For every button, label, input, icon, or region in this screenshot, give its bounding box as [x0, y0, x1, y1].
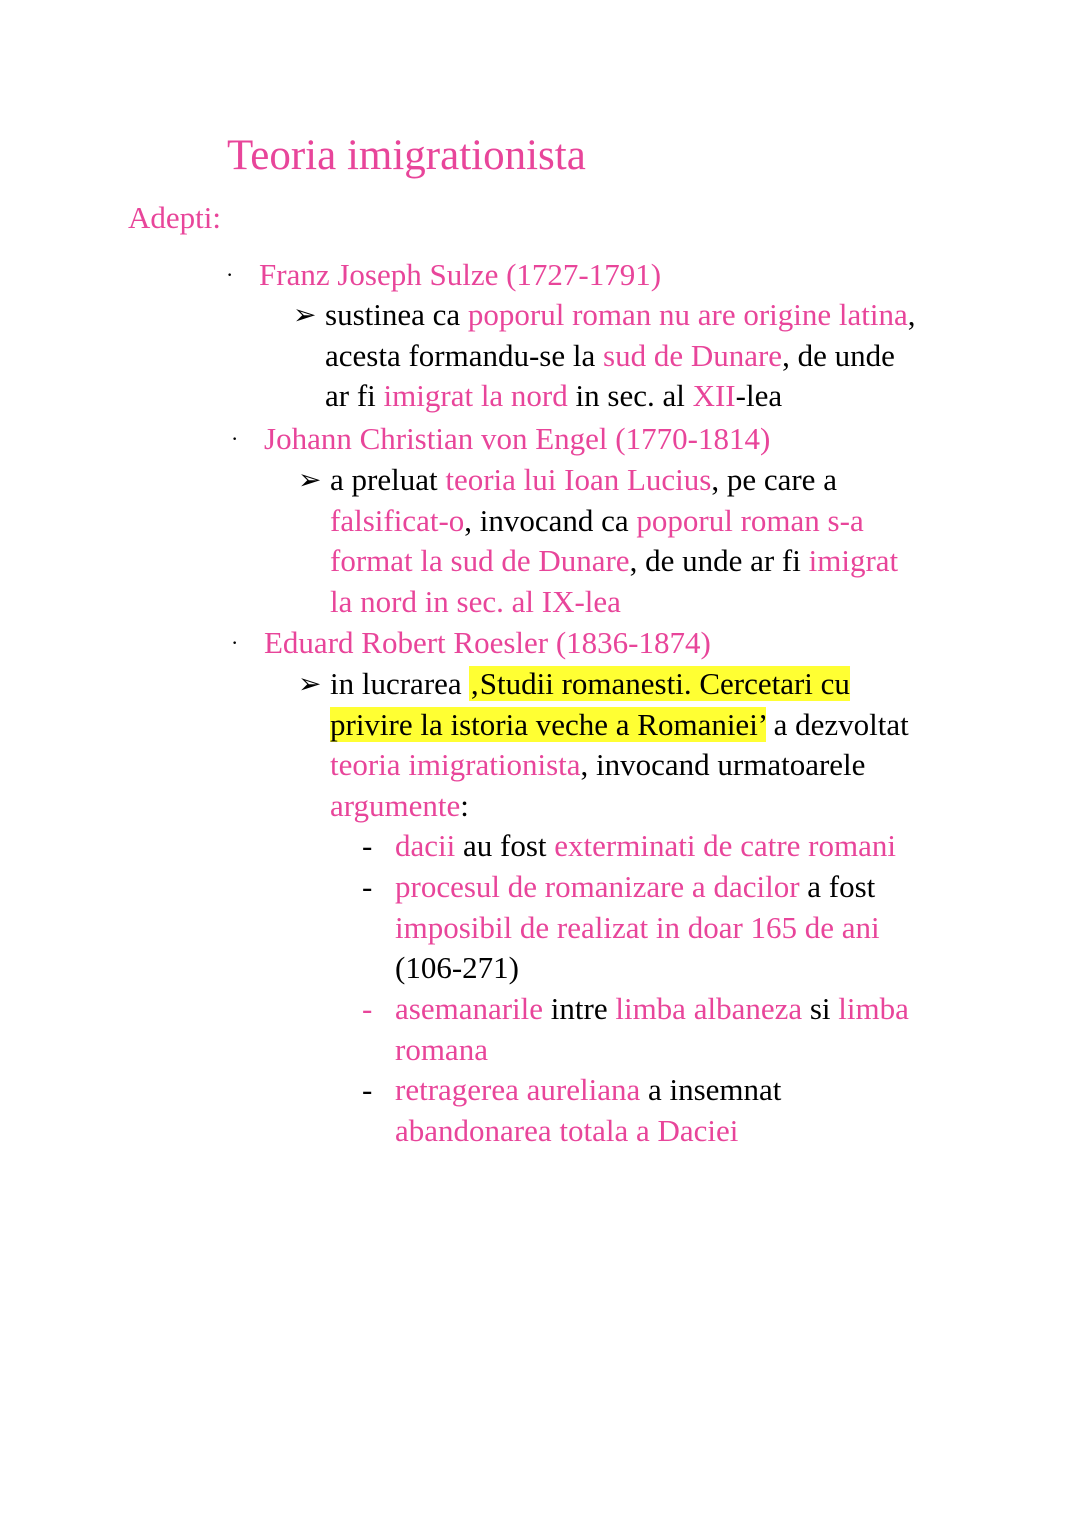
argument-item	[395, 867, 880, 989]
arrow-bullet-icon: ➢	[293, 300, 317, 331]
body-text: (106-271)	[395, 950, 519, 986]
arrow-bullet-icon: ➢	[298, 669, 322, 700]
text-line	[330, 501, 898, 542]
argument-item	[395, 989, 909, 1070]
emphasis-text: la nord in sec. al IX-lea	[330, 584, 621, 620]
adepti-label: Adepti:	[128, 200, 221, 235]
body-text: intre	[543, 991, 616, 1026]
body-text: -lea	[735, 378, 783, 414]
body-text: , invocand ca	[464, 502, 637, 538]
page-title: Teoria imigrationista	[227, 132, 586, 179]
argument-item	[395, 826, 896, 867]
emphasis-text: imigrat la nord	[383, 378, 568, 414]
emphasis-text: argumente	[330, 788, 461, 824]
text-line	[395, 948, 880, 989]
text-line	[395, 1111, 781, 1152]
body-text: a fost	[799, 869, 876, 904]
emphasis-text: asemanarile	[395, 991, 544, 1026]
body-text: in lucrarea	[330, 666, 470, 701]
emphasis-text: retragerea aureliana	[395, 1072, 641, 1107]
emphasis-text: falsificat-o	[330, 502, 465, 538]
dash-bullet-icon: -	[362, 991, 373, 1026]
emphasis-text: sud de Dunare	[603, 337, 783, 373]
body-text: acesta formandu-se la	[325, 337, 604, 373]
text-line	[395, 989, 909, 1030]
body-text: si	[802, 991, 839, 1026]
body-text: sustinea ca	[325, 297, 468, 332]
body-text: a preluat	[330, 462, 446, 497]
emphasis-text: XII	[692, 378, 736, 414]
text-line	[395, 1070, 781, 1111]
highlighted-text: privire la istoria veche a Romaniei’	[330, 706, 766, 742]
emphasis-text: exterminati de catre romani	[554, 828, 896, 863]
text-line	[325, 376, 916, 417]
argument-item	[395, 1070, 781, 1151]
highlighted-text: ‚Studii romanesti. Cercetari cu	[469, 666, 850, 701]
dash-bullet-icon: -	[362, 1072, 373, 1107]
text-line	[330, 541, 898, 582]
text-line	[395, 908, 880, 949]
emphasis-text: poporul roman s-a	[636, 502, 864, 538]
body-text: , de unde ar fi	[629, 543, 809, 579]
person-description	[330, 664, 909, 827]
person-name: Franz Joseph Sulze (1727-1791)	[259, 257, 662, 292]
person-description	[325, 295, 916, 417]
text-line	[330, 664, 909, 705]
body-text: in sec. al	[567, 378, 693, 414]
emphasis-text: limba albaneza	[615, 991, 803, 1026]
emphasis-text: teoria lui Ioan Lucius	[445, 462, 712, 497]
emphasis-text: imposibil de realizat in doar 165 de ani	[395, 909, 880, 945]
body-text: :	[460, 788, 469, 824]
body-text: , invocand urmatoarele	[580, 747, 866, 783]
bullet-dot-icon: ·	[231, 630, 239, 655]
dash-bullet-icon: -	[362, 869, 373, 904]
person-description	[330, 460, 898, 623]
text-line	[395, 867, 880, 908]
arrow-bullet-icon: ➢	[298, 465, 322, 496]
emphasis-text: abandonarea totala a Daciei	[395, 1112, 739, 1148]
bullet-dot-icon: ·	[231, 426, 239, 451]
text-line	[330, 786, 909, 827]
emphasis-text: poporul roman nu are origine latina	[467, 297, 908, 332]
body-text: ,	[907, 297, 916, 332]
text-line	[330, 460, 898, 501]
body-text: a insemnat	[640, 1072, 782, 1107]
text-line	[325, 295, 916, 336]
bullet-dot-icon: ·	[226, 262, 234, 287]
body-text: , de unde	[782, 337, 895, 373]
text-line	[395, 1030, 909, 1071]
emphasis-text: imigrat	[808, 543, 899, 579]
text-line	[330, 582, 898, 623]
body-text: au fost	[455, 828, 555, 863]
body-text: a dezvoltat	[765, 706, 909, 742]
body-text: , pe care a	[711, 462, 837, 497]
emphasis-text: teoria imigrationista	[330, 747, 581, 783]
text-line	[325, 336, 916, 377]
dash-bullet-icon: -	[362, 828, 373, 863]
person-name: Eduard Robert Roesler (1836-1874)	[264, 625, 711, 660]
emphasis-text: romana	[395, 1031, 488, 1067]
text-line	[395, 826, 896, 867]
emphasis-text: limba	[838, 991, 909, 1026]
person-name: Johann Christian von Engel (1770-1814)	[264, 421, 771, 456]
emphasis-text: dacii	[395, 828, 456, 863]
emphasis-text: format la sud de Dunare	[330, 543, 630, 579]
text-line	[330, 705, 909, 746]
body-text: ar fi	[325, 378, 384, 414]
emphasis-text: procesul de romanizare a dacilor	[395, 869, 800, 904]
text-line	[330, 745, 909, 786]
